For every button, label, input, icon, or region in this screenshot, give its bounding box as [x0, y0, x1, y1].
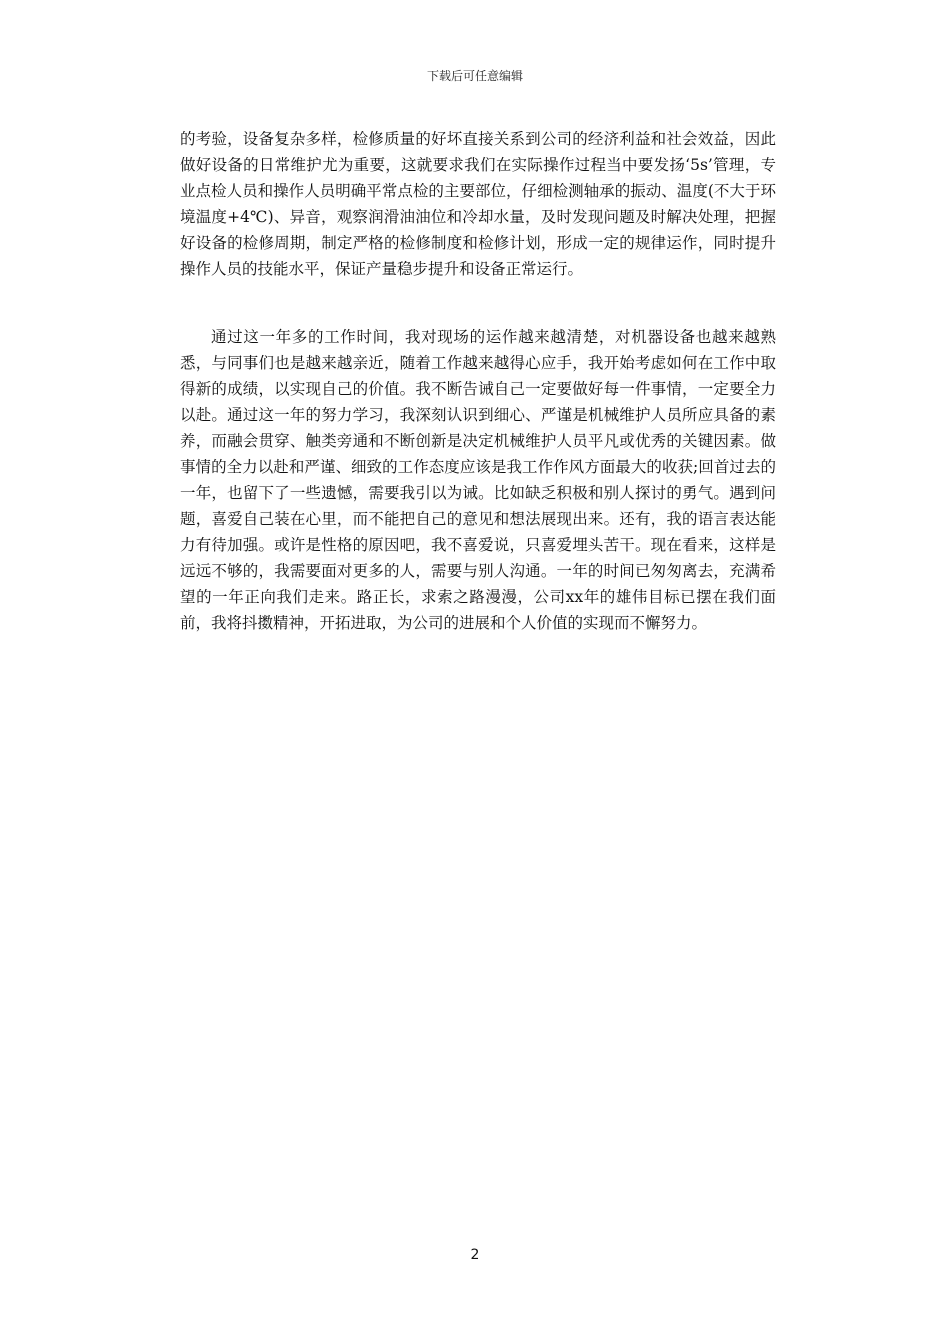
- body-paragraph-1: 的考验，设备复杂多样，检修质量的好坏直接关系到公司的经济利益和社会效益，因此做好设备的日常维护尤为重要，这就要求我们在实际操作过程当中要发扬‘5s’管理，专业点检人员和操作人员明确平常点检的主要部位，仔细检测轴承的振动、温度(不大于环境温度+4℃)、异音，观察润滑油油位和冷却水量，及时发现问题及时解决处理，把握好设备的检修周期，制定严格的检修制度和检修计划，形成一定的规律运作，同时提升操作人员的技能水平，保证产量稳步提升和设备正常运行。: [180, 130, 776, 278]
- page-header: 下载后可任意编辑: [426, 69, 523, 83]
- page-number: 2: [470, 1247, 480, 1263]
- body-paragraph-2: 通过这一年多的工作时间，我对现场的运作越来越清楚，对机器设备也越来越熟悉，与同事们也是越来越亲近，随着工作越来越得心应手，我开始考虑如何在工作中取得新的成绩，以实现自己的价值。我不断告诫自己一定要做好每一件事情，一定要全力以赴。通过这一年的努力学习，我深刻认识到细心、严谨是机械维护人员所应具备的素养，而融会贯穿、触类旁通和不断创新是决定机械维护人员平凡或优秀的关键因素。做事情的全力以赴和严谨、细致的工作态度应该是我工作作风方面最大的收获;回首过去的一年，也留下了一些遗憾，需要我引以为诫。比如缺乏积极和别人探讨的勇气。遇到问题，喜爱自己装在心里，而不能把自己的意见和想法展现出来。还有，我的语言表达能力有待加强。或许是性格的原因吧，我不喜爱说，只喜爱埋头苦干。现在看来，这样是远远不够的，我需要面对更多的人，需要与别人沟通。一年的时间已匆匆离去，充满希望的一年正向我们走来。路正长，求索之路漫漫，公司xx年的雄伟目标已摆在我们面前，我将抖擞精神，开拓进取，为公司的进展和个人价值的实现而不懈努力。: [180, 328, 776, 632]
